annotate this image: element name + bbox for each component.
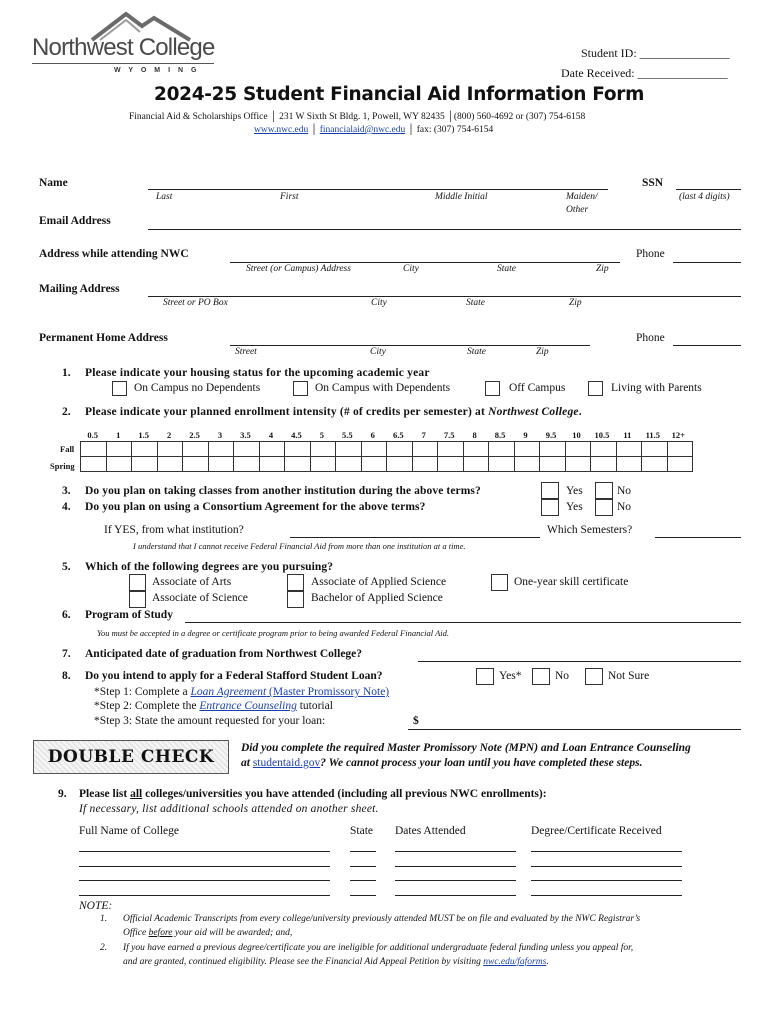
- q8-number: 8.: [62, 670, 71, 682]
- address-nwc-state-hint: State: [497, 264, 516, 274]
- q3-number: 3.: [62, 485, 71, 497]
- college-row-field[interactable]: [531, 866, 682, 867]
- enrollment-cell[interactable]: [106, 457, 132, 472]
- enrollment-cell[interactable]: [387, 457, 413, 472]
- double-check-at: at: [241, 757, 253, 769]
- enrollment-cell[interactable]: [310, 442, 336, 457]
- college-logo-name: Northwest College: [32, 34, 215, 61]
- college-row-field[interactable]: [79, 851, 330, 852]
- q9-text-post: colleges/universities you have attended (including all previous NWC enrollments):: [142, 788, 547, 800]
- mailing-state-hint: State: [466, 298, 485, 308]
- enrollment-cell[interactable]: [489, 457, 515, 472]
- q4-yes-checkbox[interactable]: [541, 499, 559, 516]
- double-check-line-2-text: ? We cannot process your loan until you have completed these steps.: [320, 757, 643, 769]
- permanent-state-hint: State: [467, 347, 486, 357]
- college-row-field[interactable]: [79, 895, 330, 896]
- college-row-field[interactable]: [79, 880, 330, 881]
- q2-college-name: Northwest College: [488, 406, 579, 418]
- note-1-before: before: [148, 928, 173, 938]
- enrollment-cell[interactable]: [540, 457, 566, 472]
- middle-initial-hint: Middle Initial: [435, 192, 488, 202]
- enrollment-grid: [80, 441, 693, 472]
- credit-header: 12+: [671, 430, 685, 440]
- last-name-hint: Last: [156, 192, 173, 202]
- enrollment-cell[interactable]: [361, 457, 387, 472]
- credit-header: 5: [319, 430, 324, 440]
- enrollment-cell[interactable]: [157, 457, 183, 472]
- credit-header: 9.5: [545, 430, 557, 440]
- note-1-number: 1.: [100, 914, 108, 924]
- credit-header: 11: [623, 430, 632, 440]
- permanent-address-input[interactable]: [230, 345, 590, 346]
- other-hint: Other: [566, 205, 589, 215]
- program-of-study-input[interactable]: [185, 622, 741, 623]
- credit-header: 11.5: [645, 430, 661, 440]
- double-check-text: DOUBLE CHECK: [47, 747, 215, 767]
- form-title: 2024-25 Student Financial Aid Information Form: [154, 84, 645, 105]
- college-row-field[interactable]: [79, 866, 330, 867]
- permanent-city-hint: City: [370, 347, 386, 357]
- q8-text: Do you intend to apply for a Federal Stafford Student Loan?: [85, 670, 383, 682]
- address-nwc-label: Address while attending NWC: [39, 248, 189, 260]
- college-row-field[interactable]: [350, 895, 376, 896]
- loan-yes-label: Yes*: [499, 670, 522, 682]
- enrollment-cell[interactable]: [361, 442, 387, 457]
- q9-text-pre: Please list: [79, 788, 131, 800]
- enrollment-cell[interactable]: [463, 457, 489, 472]
- note-2-number: 2.: [100, 943, 108, 953]
- note-1-line-a: Official Academic Transcripts from every college/university previously attended MUST be on file and evaluated by the NWC Registrar’s: [123, 914, 641, 924]
- permanent-street-hint: Street: [235, 347, 257, 357]
- q7-text: Anticipated date of graduation from Northwest College?: [85, 648, 363, 660]
- option-one-year-certificate: One-year skill certificate: [514, 576, 629, 588]
- note-1-line-b: [123, 928, 292, 938]
- address-nwc-phone-label: Phone: [636, 248, 665, 260]
- address-nwc-street-hint: Street (or Campus) Address: [246, 264, 351, 274]
- option-associate-arts: Associate of Arts: [152, 576, 232, 588]
- note-1-office: Office: [123, 928, 149, 938]
- mailing-address-input[interactable]: [148, 296, 741, 297]
- q5-number: 5.: [62, 561, 71, 573]
- office-separator: │: [310, 125, 318, 135]
- college-logo: [30, 10, 220, 76]
- enrollment-cell[interactable]: [157, 442, 183, 457]
- q2-text: [85, 406, 582, 418]
- col-degree-received: Degree/Certificate Received: [531, 825, 662, 837]
- loan-step-2: [94, 700, 333, 712]
- col-college-name: Full Name of College: [79, 825, 179, 837]
- enrollment-cell[interactable]: [336, 442, 362, 457]
- credit-header: 3: [217, 430, 223, 440]
- credit-header: 4.5: [291, 430, 302, 440]
- q4-text: Do you plan on using a Consortium Agreement for the above terms?: [85, 501, 426, 513]
- single-institution-note: I understand that I cannot receive Federal Financial Aid from more than one institution at a time.: [133, 541, 466, 551]
- enrollment-cell[interactable]: [336, 457, 362, 472]
- option-off-campus: Off Campus: [509, 382, 566, 394]
- q9-text-all: all: [130, 788, 143, 800]
- credit-header: 2: [166, 430, 172, 440]
- enrollment-cell[interactable]: [81, 457, 107, 472]
- loan-step-2-text: *Step 2: Complete the: [94, 700, 200, 712]
- date-received-field[interactable]: Date Received: _______________: [561, 66, 728, 80]
- checkbox-off-campus[interactable]: [485, 381, 500, 396]
- option-associate-applied-science: Associate of Applied Science: [311, 576, 447, 588]
- q9-text: [79, 788, 547, 800]
- enrollment-cell[interactable]: [642, 457, 668, 472]
- permanent-address-label: Permanent Home Address: [39, 332, 168, 344]
- note-label: NOTE:: [79, 900, 113, 912]
- first-name-hint: First: [280, 192, 299, 202]
- enrollment-cell[interactable]: [642, 442, 668, 457]
- q3-text: Do you plan on taking classes from another institution during the above terms?: [85, 485, 481, 497]
- option-associate-science: Associate of Science: [152, 592, 248, 604]
- enrollment-cell[interactable]: [81, 442, 107, 457]
- double-check-badge: [33, 740, 229, 774]
- q6-number: 6.: [62, 609, 71, 621]
- enrollment-cell[interactable]: [591, 457, 617, 472]
- loan-step-1-text: *Step 1: Complete a: [94, 686, 191, 698]
- semesters-label: Which Semesters?: [547, 524, 633, 536]
- mailing-address-label: Mailing Address: [39, 283, 120, 295]
- checkbox-on-campus-no-dependents[interactable]: [112, 381, 127, 396]
- option-on-campus-with-dependents: On Campus with Dependents: [315, 382, 451, 394]
- q7-number: 7.: [62, 648, 71, 660]
- enrollment-cell[interactable]: [259, 442, 285, 457]
- option-living-with-parents: Living with Parents: [611, 382, 702, 394]
- enrollment-cell[interactable]: [489, 442, 515, 457]
- email-input[interactable]: [148, 229, 741, 230]
- checkbox-on-campus-with-dependents[interactable]: [293, 381, 308, 396]
- loan-no-label: No: [555, 670, 570, 682]
- enrollment-row-fall: [81, 442, 693, 457]
- spring-row-label: Spring: [50, 461, 75, 471]
- enrollment-cell[interactable]: [412, 442, 438, 457]
- credit-header: 1: [116, 430, 121, 440]
- loan-no-checkbox[interactable]: [532, 668, 550, 685]
- enrollment-cell[interactable]: [106, 442, 132, 457]
- q1-text: Please indicate your housing status for the upcoming academic year: [85, 367, 430, 379]
- loan-agreement-link[interactable]: Loan Agreement: [190, 686, 267, 698]
- college-row-field[interactable]: [350, 880, 376, 881]
- q3-yes-label: Yes: [566, 485, 583, 497]
- credit-header: 9: [523, 430, 528, 440]
- college-row-field[interactable]: [395, 851, 516, 852]
- permanent-zip-hint: Zip: [536, 347, 549, 357]
- enrollment-cell[interactable]: [234, 442, 260, 457]
- college-row-field[interactable]: [531, 880, 682, 881]
- credit-header: 7.5: [443, 430, 455, 440]
- enrollment-cell[interactable]: [565, 457, 591, 472]
- note-2-line-a: If you have earned a previous degree/certificate you are ineligible for additional undergraduate federal funding unless you appeal for,: [123, 943, 634, 953]
- loan-agreement-link-suffix[interactable]: (Master Promissory Note): [266, 686, 390, 698]
- email-label: Email Address: [39, 215, 111, 227]
- q3-no-checkbox[interactable]: [595, 482, 613, 499]
- enrollment-cell[interactable]: [565, 442, 591, 457]
- credit-header: 5.5: [342, 430, 353, 440]
- enrollment-cell[interactable]: [208, 442, 234, 457]
- note-2-text: and are granted, continued eligibility. Please see the Financial Aid Appeal Petition by visiting: [123, 957, 484, 967]
- enrollment-cell[interactable]: [438, 457, 464, 472]
- credit-header: 3.5: [240, 430, 251, 440]
- address-nwc-input[interactable]: [230, 262, 620, 263]
- checkbox-bachelor-applied-science[interactable]: [287, 591, 304, 608]
- note-1-end: your aid will be awarded; and,: [172, 928, 293, 938]
- semesters-input[interactable]: [655, 537, 741, 538]
- studentaid-link[interactable]: studentaid.gov: [252, 757, 321, 769]
- mailing-city-hint: City: [371, 298, 387, 308]
- loan-not-sure-checkbox[interactable]: [585, 668, 603, 685]
- q4-no-label: No: [617, 501, 632, 513]
- enrollment-cell[interactable]: [259, 457, 285, 472]
- name-label: Name: [39, 177, 68, 189]
- q1-number: 1.: [62, 367, 71, 379]
- entrance-counseling-link[interactable]: Entrance Counseling: [199, 700, 297, 712]
- address-nwc-phone-input[interactable]: [673, 262, 741, 263]
- q9-number: 9.: [58, 788, 67, 800]
- checkbox-associate-arts[interactable]: [129, 574, 146, 591]
- credit-header: 8: [472, 430, 477, 440]
- enrollment-cell[interactable]: [616, 442, 642, 457]
- option-bachelor-applied-science: Bachelor of Applied Science: [311, 592, 443, 604]
- faforms-link[interactable]: nwc.edu/faforms: [483, 957, 547, 967]
- enrollment-cell[interactable]: [387, 442, 413, 457]
- q4-yes-label: Yes: [566, 501, 583, 513]
- loan-step-3: *Step 3: State the amount requested for your loan:: [94, 715, 326, 727]
- college-row-field[interactable]: [395, 895, 516, 896]
- credit-header: 8.5: [494, 430, 506, 440]
- ssn-hint: (last 4 digits): [679, 192, 730, 202]
- email-link[interactable]: financialaid@nwc.edu: [319, 125, 406, 135]
- q3-yes-checkbox[interactable]: [541, 482, 559, 499]
- checkbox-one-year-certificate[interactable]: [491, 574, 508, 591]
- credit-header: 4: [268, 430, 274, 440]
- enrollment-cell[interactable]: [540, 442, 566, 457]
- enrollment-cell[interactable]: [616, 457, 642, 472]
- credit-header: 6.5: [392, 430, 404, 440]
- maiden-hint: Maiden/: [566, 192, 598, 202]
- ssn-input[interactable]: [676, 189, 741, 190]
- name-input[interactable]: [148, 189, 608, 190]
- ssn-label: SSN: [642, 177, 664, 189]
- address-nwc-zip-hint: Zip: [596, 264, 609, 274]
- enrollment-cell[interactable]: [514, 442, 540, 457]
- credit-header: 10: [572, 430, 581, 440]
- college-row-field[interactable]: [350, 851, 376, 852]
- enrollment-cell[interactable]: [208, 457, 234, 472]
- college-row-field[interactable]: [350, 866, 376, 867]
- q5-text: Which of the following degrees are you pursuing?: [85, 561, 334, 573]
- enrollment-cell[interactable]: [463, 442, 489, 457]
- fax-number: │ fax: (307) 754-6154: [407, 125, 494, 135]
- credit-header: 0.5: [87, 430, 99, 440]
- graduation-date-input[interactable]: [418, 661, 741, 662]
- mailing-street-hint: Street or PO Box: [163, 298, 228, 308]
- enrollment-cell[interactable]: [183, 457, 209, 472]
- credit-header: 2.5: [189, 430, 200, 440]
- credit-header: 10.5: [594, 430, 610, 440]
- credit-header: 7: [421, 430, 426, 440]
- website-link[interactable]: www.nwc.edu: [254, 125, 309, 135]
- credit-header: 6: [370, 430, 375, 440]
- mailing-zip-hint: Zip: [569, 298, 582, 308]
- college-row-field[interactable]: [531, 851, 682, 852]
- checkbox-associate-applied-science[interactable]: [287, 574, 304, 591]
- college-logo-state: W Y O M I N G: [114, 67, 200, 74]
- enrollment-cell[interactable]: [234, 457, 260, 472]
- enrollment-cell[interactable]: [132, 457, 158, 472]
- student-id-field[interactable]: Student ID: _______________: [581, 46, 730, 60]
- enrollment-cell[interactable]: [591, 442, 617, 457]
- enrollment-row-spring: [81, 457, 693, 472]
- loan-yes-checkbox[interactable]: [476, 668, 494, 685]
- checkbox-living-with-parents[interactable]: [588, 381, 603, 396]
- col-state: State: [350, 825, 373, 837]
- enrollment-cell[interactable]: [310, 457, 336, 472]
- q2-question: Please indicate your planned enrollment intensity (# of credits per semester) at: [85, 406, 489, 418]
- q9-subtext: If necessary, list additional schools attended on another sheet.: [79, 803, 379, 815]
- q4-number: 4.: [62, 501, 71, 513]
- enrollment-cell[interactable]: [667, 457, 693, 472]
- enrollment-cell[interactable]: [412, 457, 438, 472]
- institution-input[interactable]: [290, 537, 540, 538]
- enrollment-cell[interactable]: [667, 442, 693, 457]
- permanent-phone-input[interactable]: [673, 345, 741, 346]
- q3-no-label: No: [617, 485, 632, 497]
- office-contact-line: [254, 125, 493, 135]
- office-info: Financial Aid & Scholarships Office │ 231 W Sixth St Bldg. 1, Powell, WY 82435 │(800) 560-4692 or (307) 754-6158: [129, 112, 586, 122]
- note-2-line-b: [123, 957, 549, 967]
- loan-not-sure-label: Not Sure: [608, 670, 650, 682]
- col-dates-attended: Dates Attended: [395, 825, 466, 837]
- note-2-period: .: [546, 957, 549, 967]
- enrollment-cell[interactable]: [183, 442, 209, 457]
- loan-amount-input[interactable]: [408, 729, 741, 730]
- credit-header: 1.5: [138, 430, 149, 440]
- checkbox-associate-science[interactable]: [129, 591, 146, 608]
- fall-row-label: Fall: [60, 444, 75, 454]
- college-row-field[interactable]: [531, 895, 682, 896]
- address-nwc-city-hint: City: [403, 264, 419, 274]
- enrollment-cell[interactable]: [514, 457, 540, 472]
- q2-period: .: [578, 406, 582, 418]
- double-check-line-1: Did you complete the required Master Promissory Note (MPN) and Loan Entrance Counseling: [241, 742, 691, 754]
- permanent-phone-label: Phone: [636, 332, 665, 344]
- q4-no-checkbox[interactable]: [595, 499, 613, 516]
- enrollment-cell[interactable]: [438, 442, 464, 457]
- enrollment-cell[interactable]: [132, 442, 158, 457]
- q2-number: 2.: [62, 406, 71, 418]
- loan-step-2-suffix: tutorial: [296, 700, 333, 712]
- college-row-field[interactable]: [395, 866, 516, 867]
- q6-text: Program of Study: [85, 609, 173, 621]
- option-on-campus-no-dependents: On Campus no Dependents: [134, 382, 261, 394]
- enrollment-cell[interactable]: [285, 457, 311, 472]
- program-note: You must be accepted in a degree or certificate program prior to being awarded Federal Financial Aid.: [97, 628, 449, 638]
- double-check-line-2: [241, 757, 642, 769]
- loan-dollar-sign: $: [413, 715, 419, 727]
- enrollment-cell[interactable]: [285, 442, 311, 457]
- institution-label: If YES, from what institution?: [104, 524, 244, 536]
- college-row-field[interactable]: [395, 880, 516, 881]
- loan-step-1: [94, 686, 389, 698]
